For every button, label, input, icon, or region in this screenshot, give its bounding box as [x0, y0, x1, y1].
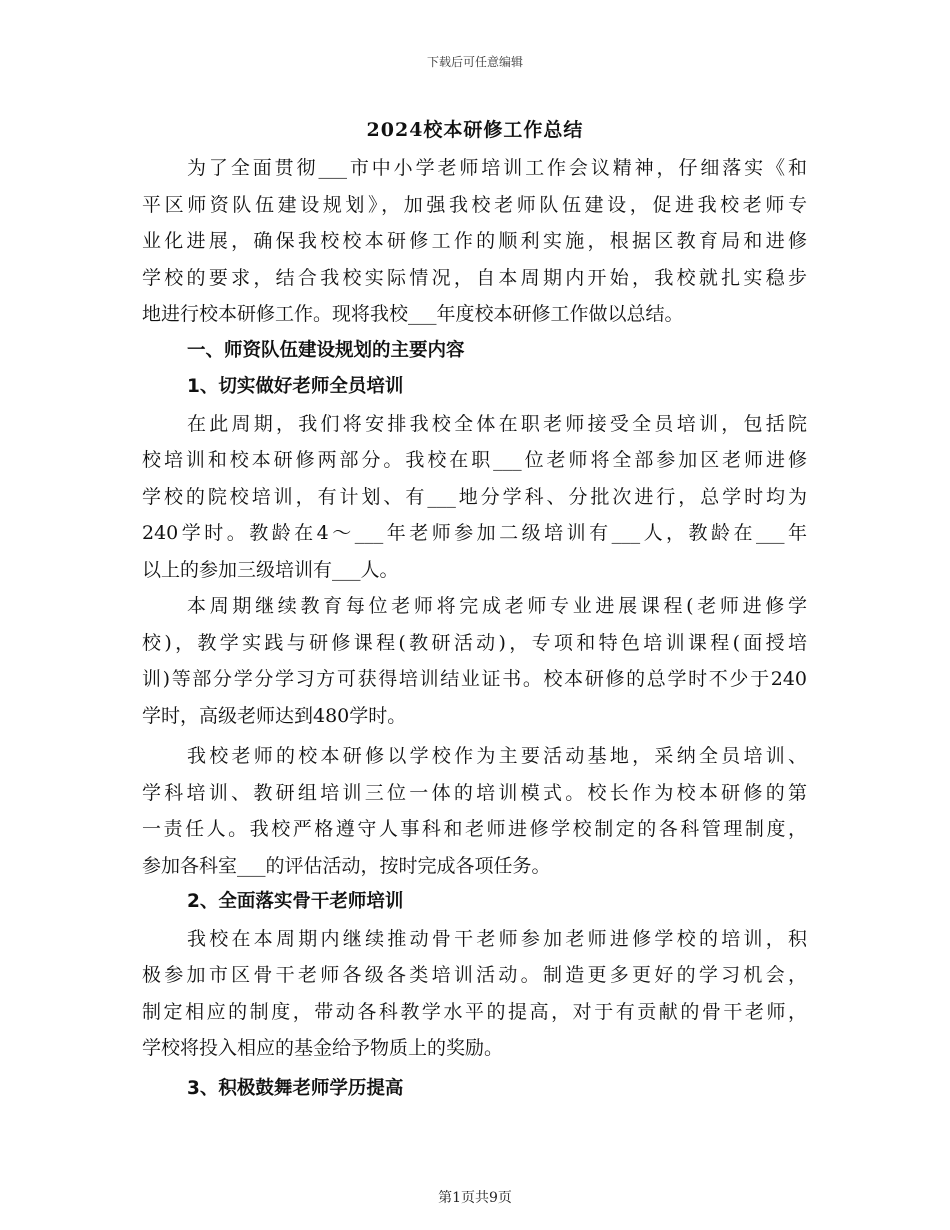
- document-body: [142, 150, 807, 1107]
- document-title: 2024校本研修工作总结: [366, 119, 584, 141]
- text-line: 校培训和校本研修两部分。我校在职___位老师将全部参加区老师进修: [142, 449, 807, 471]
- text-line: 我校在本周期内继续推动骨干老师参加老师进修学校的培训，积: [187, 927, 807, 950]
- paragraph-backbone-teachers: [142, 921, 807, 1067]
- text-line: 我校老师的校本研修以学校作为主要活动基地，采纳全员培训、: [187, 745, 807, 767]
- text-line: 学科培训、教研组培训三位一体的培训模式。校长作为校本研修的第: [142, 781, 807, 804]
- text-line: 制定相应的制度，带动各科教学水平的提高，对于有贡献的骨干老师，: [142, 1000, 807, 1023]
- page-footer-number: 第1页共9页: [438, 1190, 512, 1206]
- text-line: 平区师资队伍建设规划》，加强我校老师队伍建设，促进我校老师专: [142, 193, 807, 216]
- text-line: 训)等部分学分学习方可获得培训结业证书。校本研修的总学时不少于240: [142, 668, 807, 690]
- section-heading-1: 一、师资队伍建设规划的主要内容: [187, 339, 465, 361]
- page-header-note: 下载后可任意编辑: [426, 55, 523, 69]
- paragraph-training: [142, 406, 807, 589]
- text-line: 参加各科室___的评估活动，按时完成各项任务。: [142, 854, 551, 877]
- text-line: 学校将投入相应的基金给予物质上的奖励。: [142, 1037, 504, 1059]
- text-line: 学校的要求，结合我校实际情况，自本周期内开始，我校就扎实稳步: [142, 266, 807, 289]
- text-line: 学时，高级老师达到480学时。: [142, 704, 407, 727]
- text-line: 以上的参加三级培训有___人。: [142, 558, 399, 581]
- paragraph-school-based: [142, 738, 807, 884]
- text-line: 校)，教学实践与研修课程(教研活动)，专项和特色培训课程(面授培: [142, 631, 807, 654]
- text-line: 为了全面贯彻___市中小学老师培训工作会议精神，仔细落实《和: [187, 157, 807, 179]
- text-line: 地进行校本研修工作。现将我校___年度校本研修工作做以总结。: [142, 303, 684, 325]
- text-line: 业化进展，确保我校校本研修工作的顺利实施，根据区教育局和进修: [142, 230, 807, 252]
- text-line: 240学时。教龄在4～___年老师参加二级培训有___人，教龄在___年: [142, 522, 807, 544]
- subsection-heading-2: 2、全面落实骨干老师培训: [187, 891, 404, 912]
- paragraph-continuing-education: [142, 588, 807, 734]
- text-line: 在此周期，我们将安排我校全体在职老师接受全员培训，包括院: [187, 412, 807, 435]
- subsection-heading-1: 1、切实做好老师全员培训: [187, 376, 404, 397]
- text-line: 学校的院校培训，有计划、有___地分学科、分批次进行，总学时均为: [142, 485, 807, 508]
- text-line: 一责任人。我校严格遵守人事科和老师进修学校制定的各科管理制度，: [142, 818, 807, 840]
- subsection-heading-3: 3、积极鼓舞老师学历提高: [187, 1077, 404, 1099]
- text-line: 本周期继续教育每位老师将完成老师专业进展课程(老师进修学: [187, 595, 807, 617]
- text-line: 极参加市区骨干老师各级各类培训活动。制造更多更好的学习机会，: [142, 964, 807, 986]
- paragraph-intro: [142, 150, 807, 333]
